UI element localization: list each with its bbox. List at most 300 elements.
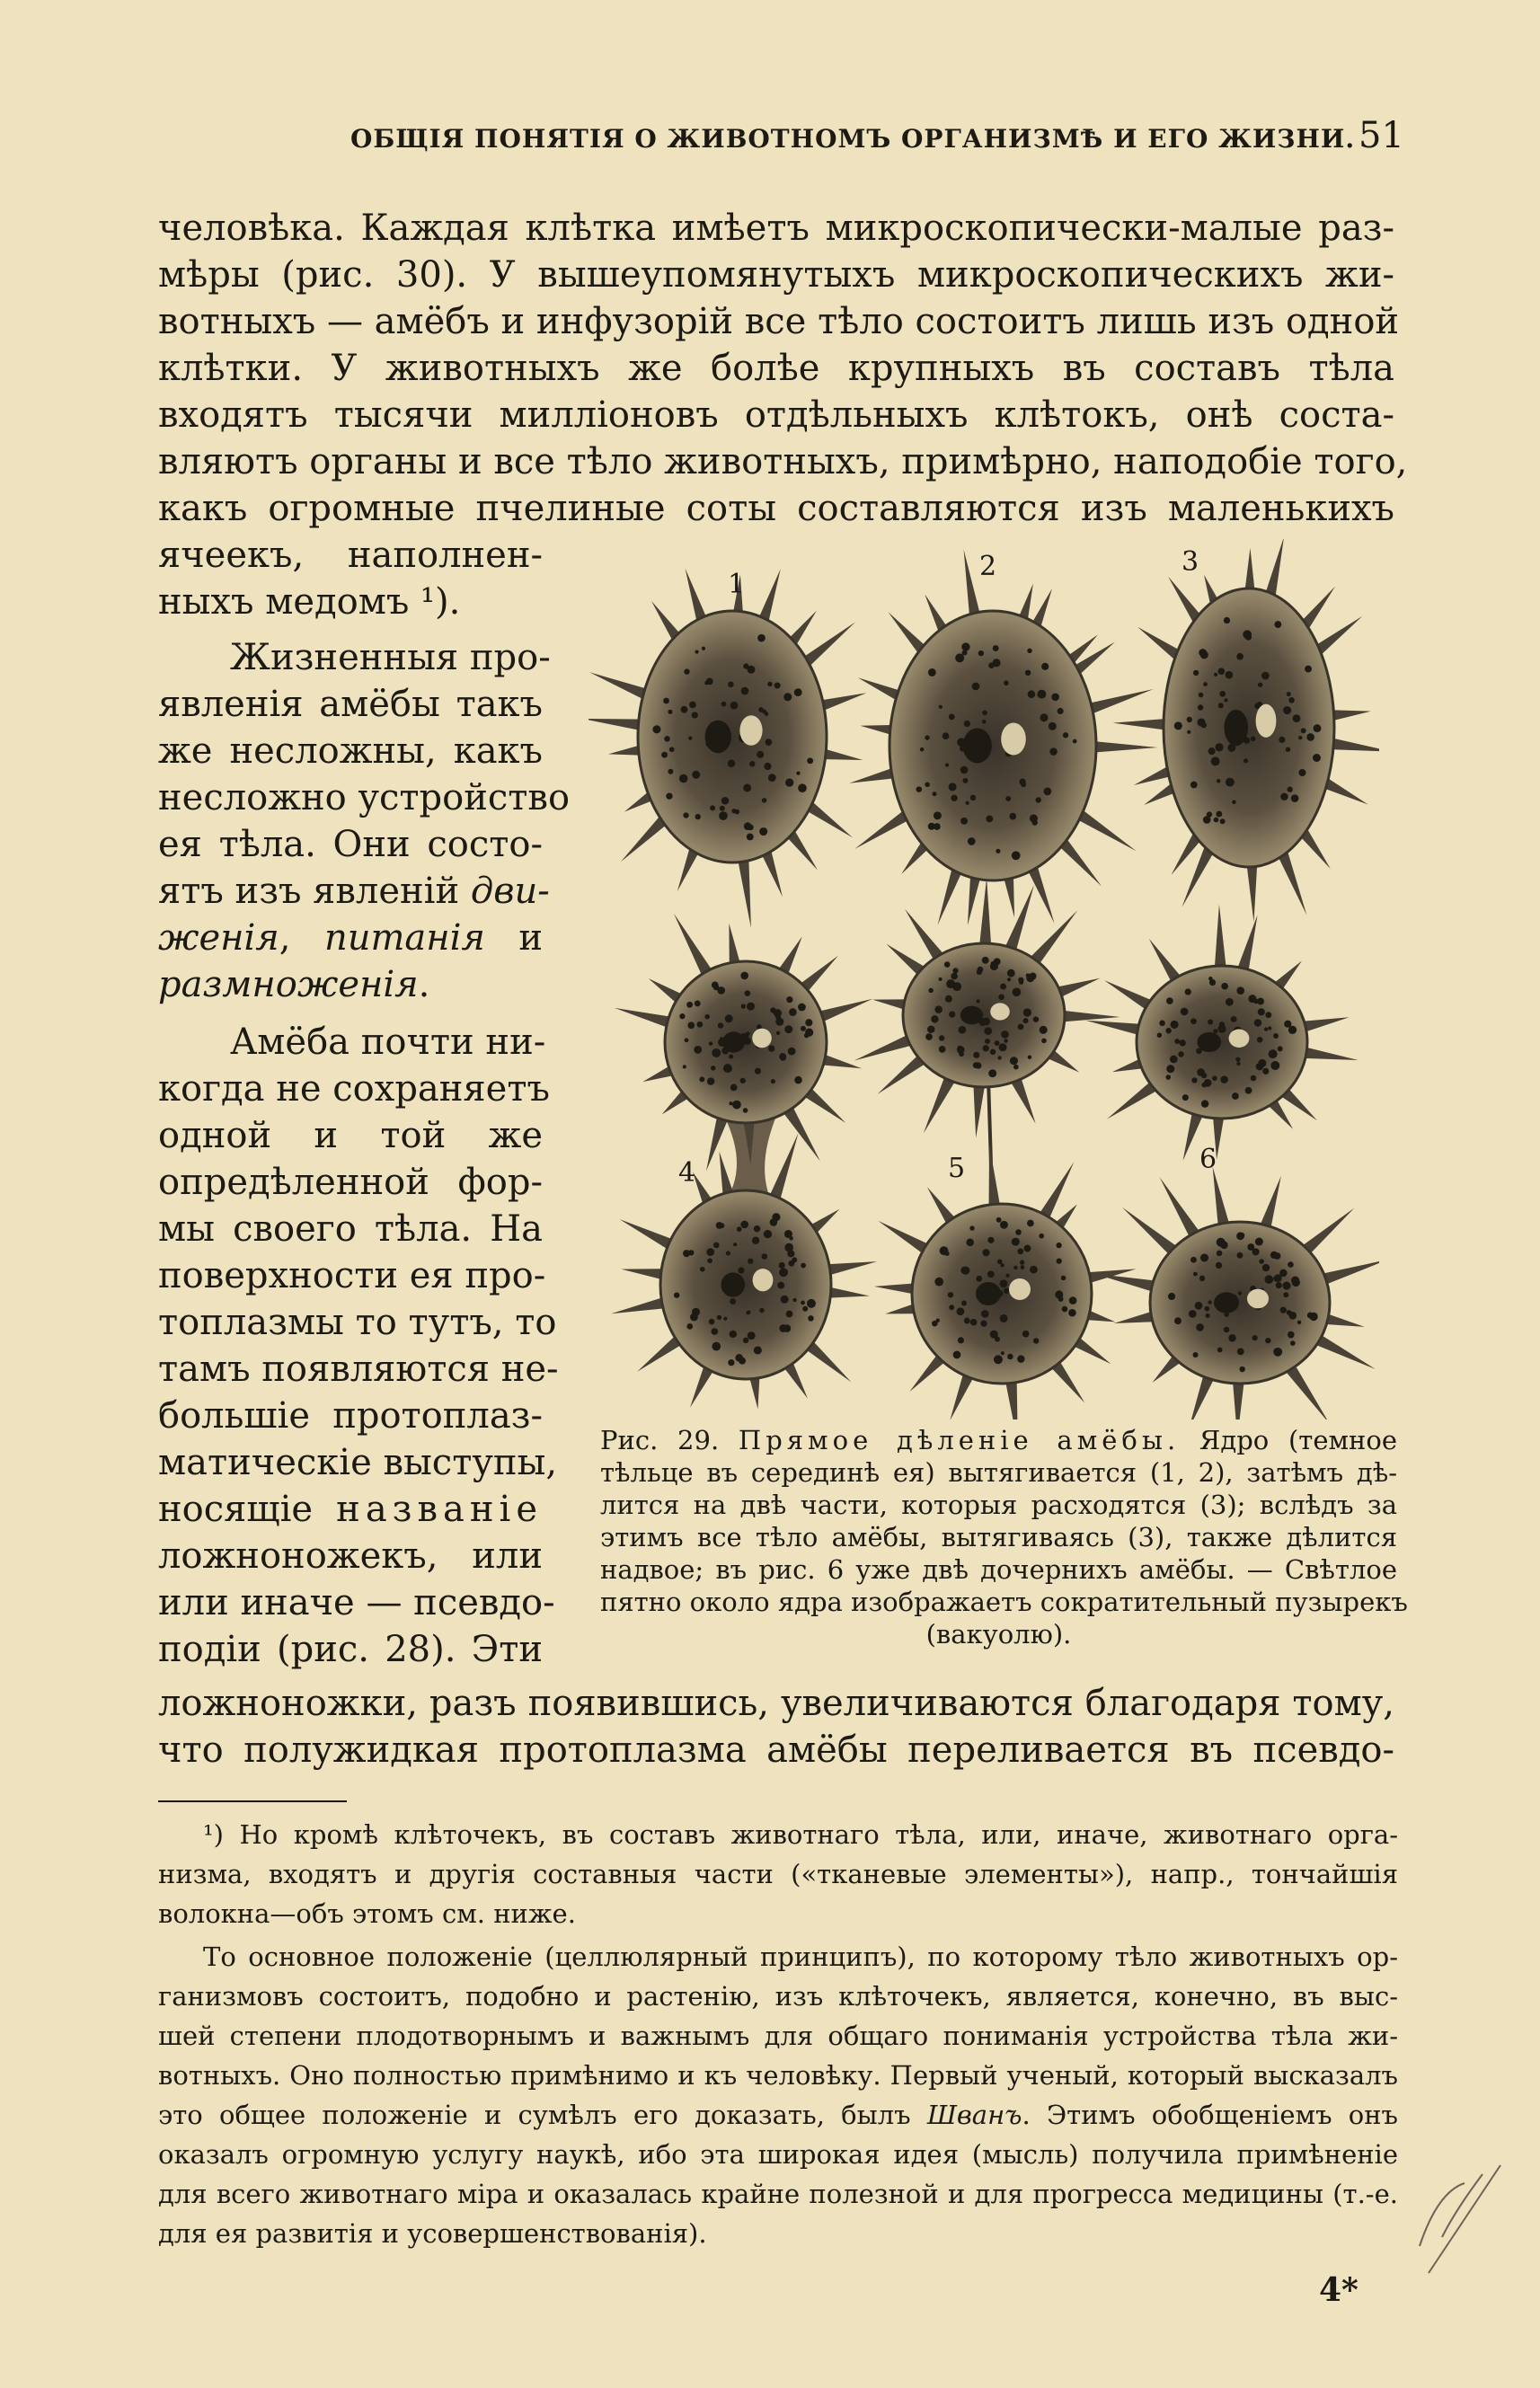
granule <box>1190 1257 1197 1263</box>
nucleus <box>1197 1032 1221 1052</box>
granule <box>1000 1314 1008 1322</box>
granule <box>759 1308 764 1313</box>
granule <box>1224 617 1230 624</box>
granule <box>704 1014 710 1020</box>
granule <box>1244 758 1248 763</box>
granule <box>729 1101 732 1105</box>
granule <box>1013 987 1022 996</box>
pseudopod <box>979 878 992 951</box>
granule <box>1001 1030 1009 1039</box>
granule <box>1018 977 1023 983</box>
granule <box>1022 1018 1028 1023</box>
text-line: подіи (рис. 28). Эти <box>158 1629 543 1670</box>
granule <box>1236 1062 1240 1066</box>
granule <box>934 811 942 819</box>
granule <box>661 752 668 758</box>
granule <box>1040 1026 1048 1034</box>
granule <box>748 1259 753 1264</box>
granule <box>1226 778 1235 787</box>
amoeba-cell <box>589 569 866 928</box>
granule <box>931 1015 938 1022</box>
footnote-line <box>158 2095 1398 2135</box>
granule <box>987 1237 994 1243</box>
granule <box>1174 721 1182 730</box>
granule <box>970 1319 978 1326</box>
granule <box>1178 1051 1183 1057</box>
cell-body <box>660 1190 831 1379</box>
granule <box>1030 814 1038 822</box>
granule <box>1049 747 1057 755</box>
granule <box>982 957 989 964</box>
granule <box>711 1328 718 1335</box>
granule <box>1193 670 1199 676</box>
granule <box>1005 1274 1009 1278</box>
amoeba-cell <box>1113 539 1379 922</box>
granule <box>688 736 692 739</box>
granule <box>801 1301 805 1305</box>
granule <box>1027 1220 1034 1227</box>
granule <box>959 1026 967 1034</box>
granule <box>1190 1018 1197 1024</box>
granule <box>740 1078 746 1083</box>
granule <box>711 1066 715 1070</box>
granule <box>1009 813 1016 820</box>
granule <box>988 662 995 668</box>
granule <box>990 1331 998 1339</box>
granule <box>949 1011 955 1017</box>
granule <box>1283 1292 1288 1297</box>
granule <box>944 961 951 968</box>
granule <box>685 1038 689 1042</box>
running-head: ОБЩІЯ ПОНЯТІЯ О ЖИВОТНОМЪ ОРГАНИЗМѢ И ЕГО ЖИЗНИ. <box>350 124 1356 154</box>
footnote-1 <box>158 1815 1398 1933</box>
granule <box>962 778 968 783</box>
granule <box>977 969 982 975</box>
granule <box>1301 728 1306 733</box>
granule <box>1007 977 1011 981</box>
amoeba-illustration <box>589 539 1379 1420</box>
granule <box>1028 1055 1032 1059</box>
granule <box>932 1321 938 1327</box>
granule <box>784 1025 792 1033</box>
amoeba-cell <box>1085 905 1358 1161</box>
granule <box>1278 1046 1283 1051</box>
granule <box>747 833 754 840</box>
granule <box>725 1014 733 1022</box>
granule <box>792 1298 796 1302</box>
granule <box>1237 1252 1244 1259</box>
column-paragraph-3 <box>158 1019 559 1673</box>
text-line: ложноножекъ, или <box>158 1535 543 1577</box>
granule <box>709 1041 713 1046</box>
granule <box>951 795 957 801</box>
granule <box>1214 818 1219 823</box>
granule <box>968 837 976 845</box>
caption-line: надвое; въ рис. 6 уже двѣ дочернихъ амёбы. — Свѣтлое <box>600 1554 1397 1585</box>
granule <box>1041 663 1049 670</box>
granule <box>785 778 793 786</box>
cell-body <box>1150 1222 1330 1384</box>
footnote-line: То основное положеніе (целлюлярный принципъ), по которому тѣло животныхъ ор- <box>203 1941 1398 1972</box>
granule <box>709 1319 715 1325</box>
granule <box>716 1222 723 1229</box>
granule <box>927 1026 935 1034</box>
granule <box>754 1226 759 1232</box>
granule <box>1069 1296 1077 1305</box>
granule <box>1217 779 1221 783</box>
granule <box>707 1077 714 1084</box>
granule <box>780 1055 786 1061</box>
footnote-line: ганизмовъ состоитъ, подобно и растенію, изъ клѣточекъ, является, конечно, въ выс- <box>158 1981 1398 2012</box>
vacuole <box>752 1029 772 1048</box>
granule <box>1248 995 1256 1003</box>
granule <box>977 999 980 1003</box>
granule <box>1286 747 1290 752</box>
footnote-line: вотныхъ. Оно полностью примѣнимо и къ человѣку. Первый ученый, который высказалъ <box>158 2060 1398 2091</box>
granule <box>932 792 936 796</box>
granule <box>695 814 701 819</box>
footnote-line: для ея развитія и усовершенствованія). <box>158 2218 707 2249</box>
granule <box>1004 680 1009 685</box>
text-line: вляютъ органы и все тѣло животныхъ, примѣрно, наподобіе того, <box>158 441 1408 482</box>
text-line: одной и той же <box>158 1115 543 1156</box>
granule <box>1236 653 1244 660</box>
granule <box>1007 969 1015 977</box>
granule <box>1004 1039 1008 1043</box>
granule <box>700 1267 705 1272</box>
granule <box>766 739 773 746</box>
granule <box>1159 1021 1165 1027</box>
granule <box>978 650 984 656</box>
granule <box>804 1033 810 1039</box>
granule <box>925 782 930 787</box>
granule <box>1282 1282 1290 1290</box>
granule <box>1261 672 1270 680</box>
granule <box>1268 1026 1271 1030</box>
granule <box>1043 788 1051 796</box>
granule <box>949 783 957 791</box>
text-line: несложно устройство <box>158 777 571 818</box>
granule <box>681 706 688 713</box>
top-paragraph <box>158 205 1408 532</box>
granule <box>717 1315 721 1320</box>
granule <box>1056 1243 1061 1248</box>
granule <box>1018 1023 1024 1030</box>
granule <box>1187 730 1190 734</box>
granule <box>988 1069 996 1077</box>
granule <box>1217 1025 1226 1033</box>
granule <box>663 698 669 704</box>
granule <box>1179 1039 1185 1046</box>
granule <box>1289 1312 1297 1320</box>
granule <box>712 1342 721 1351</box>
text-line: или иначе — псевдо- <box>158 1582 555 1623</box>
granule <box>786 996 792 1003</box>
granule <box>770 1007 775 1013</box>
granule <box>764 1230 772 1238</box>
granule <box>1252 1248 1260 1255</box>
nucleus <box>963 729 992 764</box>
granule <box>1283 706 1291 714</box>
text-line: входятъ тысячи милліоновъ отдѣльныхъ клѣтокъ, онѣ соста- <box>158 394 1394 436</box>
granule <box>1239 1366 1244 1372</box>
granule <box>998 1043 1006 1051</box>
italic-name: Шванъ <box>926 2100 1022 2130</box>
text-line: большіе протоплаз- <box>158 1395 543 1437</box>
granule <box>1189 1310 1197 1318</box>
figure-label-5: 5 <box>948 1153 966 1184</box>
granule <box>1195 1302 1203 1310</box>
granule <box>1198 704 1203 710</box>
nucleus <box>1224 710 1248 746</box>
text-line: ложноножки, разъ появившись, увеличиваются благодаря тому, <box>158 1683 1394 1724</box>
granule <box>990 962 998 970</box>
granule <box>1226 671 1234 679</box>
granule <box>976 1276 982 1282</box>
granule <box>1214 673 1217 677</box>
granule <box>741 1004 746 1008</box>
granule <box>928 668 936 677</box>
granule <box>1166 997 1173 1004</box>
text-line: тамъ появляются не- <box>158 1349 559 1390</box>
granule <box>713 985 720 991</box>
granule <box>1208 1300 1212 1304</box>
granule <box>957 1307 965 1315</box>
granule <box>771 1079 775 1083</box>
granule <box>761 1253 767 1260</box>
granule <box>1020 1260 1024 1264</box>
granule <box>958 1337 964 1343</box>
granule <box>775 1018 783 1026</box>
granule <box>683 1065 686 1068</box>
granule <box>798 1004 806 1012</box>
granule <box>1023 1008 1031 1016</box>
granule <box>1073 739 1077 744</box>
spaced-term: названіе <box>336 1489 543 1530</box>
granule <box>748 1331 756 1340</box>
granule <box>990 1049 996 1056</box>
granule <box>1298 736 1302 739</box>
granule <box>997 1259 1003 1264</box>
granule <box>687 1022 695 1029</box>
granule <box>1258 1059 1266 1067</box>
granule <box>794 688 802 696</box>
granule <box>916 786 923 792</box>
granule <box>1212 1075 1217 1081</box>
granule <box>674 1292 679 1297</box>
granule <box>1041 1039 1047 1044</box>
granule <box>1290 1340 1296 1346</box>
granule <box>928 988 933 993</box>
figure-label-1: 1 <box>728 569 746 600</box>
text-span: и <box>484 917 543 959</box>
granule <box>743 783 751 792</box>
granule <box>1208 747 1216 755</box>
nucleus <box>722 1031 745 1052</box>
granule <box>1174 1039 1180 1044</box>
granule <box>975 1062 981 1068</box>
granule <box>774 682 781 688</box>
granule <box>966 801 969 805</box>
granule <box>664 736 670 742</box>
granule <box>960 818 968 825</box>
granule <box>695 1000 701 1006</box>
granule <box>1035 797 1040 802</box>
text-span: . Этимъ обобщеніемъ онъ <box>1022 2100 1398 2130</box>
granule <box>723 1317 727 1321</box>
granule <box>1182 1094 1189 1101</box>
granule <box>692 1308 700 1316</box>
caption-line: пятно около ядра изображаетъ сократительный пузырекъ <box>600 1587 1408 1617</box>
caption-line: (вакуолю). <box>925 1619 1072 1649</box>
text-span: , <box>279 917 324 959</box>
text-line: явленія амёбы такъ <box>158 684 543 725</box>
granule <box>1217 1348 1223 1353</box>
granule <box>1279 1269 1287 1277</box>
granule <box>1219 691 1226 697</box>
granule <box>729 1054 733 1058</box>
granule <box>692 712 698 718</box>
granule <box>784 1243 793 1252</box>
granule <box>1262 1264 1270 1271</box>
text-line: что полужидкая протоплазма амёбы переливается въ псевдо- <box>158 1729 1394 1771</box>
amoeba-cell <box>854 878 1120 1138</box>
text-line <box>158 961 543 1008</box>
granule <box>1165 1075 1171 1080</box>
granule <box>1270 1251 1278 1259</box>
granule <box>1199 693 1204 698</box>
granule <box>710 805 715 810</box>
nucleus <box>721 1272 745 1296</box>
caption-line: тѣльце въ серединѣ ея) вытягивается (1, 2), затѣмъ дѣ- <box>600 1457 1397 1488</box>
granule <box>1291 794 1299 802</box>
granule <box>1265 1012 1271 1018</box>
granule <box>1213 1029 1217 1033</box>
granule <box>726 1251 730 1255</box>
cell-body <box>889 611 1096 880</box>
granule <box>683 1250 690 1257</box>
granule <box>706 678 713 685</box>
granule <box>783 1324 792 1332</box>
granule <box>973 1052 979 1058</box>
granule <box>1200 650 1208 659</box>
granule <box>998 1056 1002 1059</box>
granule <box>996 849 1000 853</box>
text-line: клѣтки. У животныхъ же болѣе крупныхъ въ составъ тѣла <box>158 348 1394 389</box>
granule <box>987 1270 995 1278</box>
granule <box>980 1320 987 1326</box>
granule <box>1238 1291 1242 1295</box>
text-line: Жизненныя про- <box>230 637 551 678</box>
granule <box>1217 668 1225 675</box>
granule <box>744 822 752 830</box>
granule <box>1200 1253 1208 1261</box>
granule <box>738 1267 744 1273</box>
granule <box>960 766 969 774</box>
granule <box>668 769 673 774</box>
granule <box>730 1331 737 1338</box>
granule <box>1216 811 1222 818</box>
granule <box>964 721 970 727</box>
granule <box>767 682 772 686</box>
figure-label-3: 3 <box>1182 546 1199 578</box>
vacuole <box>1247 1289 1269 1309</box>
granule <box>718 1022 723 1028</box>
granule <box>960 1267 968 1274</box>
granule <box>728 1359 734 1366</box>
nucleus <box>976 1282 1001 1305</box>
granule <box>779 1268 788 1277</box>
granule <box>783 693 792 701</box>
granule <box>1211 756 1220 765</box>
granule <box>1226 998 1234 1006</box>
granule <box>684 668 689 674</box>
granule <box>794 1076 802 1084</box>
granule <box>728 760 735 767</box>
granule <box>934 1005 943 1013</box>
granule <box>1039 1234 1044 1239</box>
bottom-paragraph <box>158 1680 1394 1773</box>
text-span: . <box>418 964 430 1005</box>
granule <box>1224 1327 1230 1333</box>
granule <box>1012 1238 1020 1246</box>
granule <box>1201 1100 1208 1107</box>
granule <box>1280 1307 1287 1313</box>
granule <box>1201 1083 1207 1088</box>
granule <box>807 757 813 764</box>
granule <box>1264 1027 1268 1030</box>
granule <box>1237 1349 1244 1356</box>
granule <box>1181 1008 1189 1016</box>
pseudopod <box>1214 905 1226 974</box>
granule <box>679 774 688 783</box>
granule <box>713 1243 720 1249</box>
granule <box>1293 714 1301 722</box>
granule <box>728 681 734 687</box>
granule <box>1208 977 1213 981</box>
text-line: же несложны, какъ <box>158 730 543 772</box>
granule <box>1000 1221 1008 1229</box>
text-line: поверхности ея про- <box>158 1255 546 1296</box>
italic-term: дви- <box>470 871 550 912</box>
granule <box>1307 1312 1314 1318</box>
granule <box>1157 1032 1162 1037</box>
granule <box>1037 690 1046 699</box>
granule <box>732 1101 741 1110</box>
text-line: какъ огромные пчелиные соты составляются изъ маленькихъ <box>158 488 1394 529</box>
granule <box>1023 1245 1031 1252</box>
text-line <box>158 915 543 961</box>
page-number: 51 <box>1359 115 1404 156</box>
granule <box>943 732 950 739</box>
granule <box>1298 769 1305 776</box>
signature-mark: 4* <box>1319 2271 1359 2309</box>
granule <box>807 1299 816 1308</box>
granule <box>1027 649 1031 653</box>
granule <box>1220 1242 1228 1250</box>
granule <box>1258 1008 1265 1015</box>
granule <box>689 702 696 709</box>
granule <box>1232 1092 1239 1100</box>
granule <box>998 994 1005 1000</box>
granule <box>743 1338 748 1343</box>
granule <box>747 666 755 674</box>
granule <box>730 702 739 710</box>
granule <box>970 795 976 800</box>
italic-term: питанія <box>323 917 485 959</box>
granule <box>964 1318 970 1324</box>
granule <box>1004 1288 1009 1294</box>
